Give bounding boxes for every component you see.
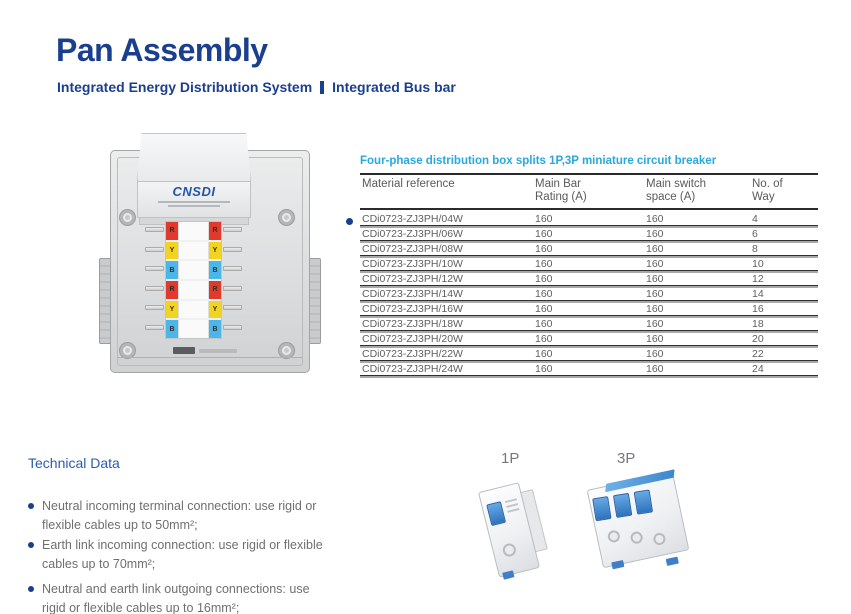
- screw-hole: [120, 343, 135, 358]
- terminal-prong: [145, 247, 164, 252]
- bullet-dot: [28, 542, 34, 548]
- table-cell: 160: [535, 364, 553, 375]
- subtitle-divider: [320, 81, 324, 94]
- breaker-3p-label: 3P: [617, 450, 636, 467]
- breaker-3p-body-group: [587, 472, 690, 569]
- breaker-1p-label: 1P: [501, 450, 520, 467]
- table-row: [360, 334, 818, 346]
- column-header-line: Main Bar: [535, 178, 582, 190]
- table-cell: 8: [752, 244, 758, 255]
- table-row: [360, 229, 818, 241]
- cover-fine-print: [168, 205, 220, 207]
- table-body: [360, 214, 818, 376]
- breaker-toggle: [592, 496, 611, 521]
- terminal-prong: [223, 325, 242, 330]
- terminal-prong: [223, 247, 242, 252]
- column-header: [644, 178, 750, 204]
- bullet-text: Neutral incoming terminal connection: use rigid or flexible cables up to 50mm²;: [42, 499, 317, 532]
- table-cell: 160: [646, 259, 664, 270]
- breaker-terminal-screw: [652, 532, 666, 546]
- table-cell: 160: [646, 229, 664, 240]
- busbar-row: [166, 281, 221, 301]
- terminal-prong: [145, 286, 164, 291]
- busbar-row: [166, 242, 221, 262]
- cover-front-face: [137, 181, 251, 218]
- page-title: Pan Assembly: [56, 32, 268, 68]
- table-row: [360, 214, 818, 226]
- table-row: [360, 349, 818, 361]
- breaker-terminal-screw: [607, 529, 621, 543]
- terminal-prong: [145, 305, 164, 310]
- table-cell: CDi0723-ZJ3PH/24W: [362, 364, 463, 375]
- spec-table: [360, 155, 818, 379]
- column-header-line: Way: [752, 191, 775, 203]
- column-header: [360, 178, 533, 204]
- phase-marker: B: [166, 261, 178, 279]
- table-cell: CDi0723-ZJ3PH/06W: [362, 229, 463, 240]
- phase-marker: R: [166, 222, 178, 240]
- phase-marker: B: [209, 261, 221, 279]
- incomer-cover: [137, 133, 251, 225]
- table-cell: CDi0723-ZJ3PH/20W: [362, 334, 463, 345]
- breaker-1p-photo: [478, 480, 548, 580]
- column-header-line: Material reference: [362, 178, 455, 190]
- breaker-label-lines: [505, 498, 517, 503]
- table-row: [360, 364, 818, 376]
- terminal-prong: [145, 325, 164, 330]
- technical-bullet: [28, 536, 328, 573]
- busbar-slot: [178, 320, 209, 338]
- table-cell: 160: [646, 214, 664, 225]
- table-header: [360, 173, 818, 210]
- terminal-prong: [223, 286, 242, 291]
- screw-hole: [279, 210, 294, 225]
- table-cell: 160: [535, 334, 553, 345]
- table-cell: CDi0723-ZJ3PH/04W: [362, 214, 463, 225]
- table-cell: 14: [752, 289, 764, 300]
- breaker-toggle: [486, 501, 506, 526]
- breaker-3p-photo: [588, 470, 698, 585]
- table-cell: 160: [535, 214, 553, 225]
- plate-marking: [173, 347, 237, 354]
- table-cell: 160: [646, 289, 664, 300]
- breaker-1p-body-group: [478, 482, 540, 578]
- breaker-din-clip: [611, 560, 624, 569]
- page-subtitle: [57, 79, 456, 95]
- product-photo: [95, 130, 325, 380]
- table-cell: 20: [752, 334, 764, 345]
- table-cell: CDi0723-ZJ3PH/18W: [362, 319, 463, 330]
- subtitle-right: Integrated Bus bar: [332, 79, 456, 95]
- table-row: [360, 319, 818, 331]
- table-cell: 160: [535, 289, 553, 300]
- technical-data-heading: Technical Data: [28, 455, 120, 471]
- phase-marker: R: [209, 281, 221, 299]
- column-header-line: No. of: [752, 178, 783, 190]
- phase-marker: B: [209, 320, 221, 338]
- brand-logo: CNSDI: [172, 184, 216, 199]
- phase-marker: Y: [166, 301, 178, 319]
- table-cell: 160: [646, 334, 664, 345]
- table-cell: CDi0723-ZJ3PH/22W: [362, 349, 463, 360]
- column-header-line: Rating (A): [535, 191, 587, 203]
- phase-marker: R: [209, 222, 221, 240]
- phase-marker: R: [166, 281, 178, 299]
- plate-model-mark: [199, 349, 237, 353]
- table-cell: 4: [752, 214, 758, 225]
- breaker-toggle: [634, 489, 653, 514]
- table-row: [360, 259, 818, 271]
- phase-marker: B: [166, 320, 178, 338]
- table-cell: 160: [535, 319, 553, 330]
- bullet-dot: [28, 586, 34, 592]
- busbar-strip: [165, 221, 222, 339]
- busbar-row: [166, 261, 221, 281]
- table-cell: CDi0723-ZJ3PH/10W: [362, 259, 463, 270]
- table-row: [360, 274, 818, 286]
- table-cell: 160: [535, 259, 553, 270]
- phase-marker: Y: [209, 301, 221, 319]
- table-cell: 160: [535, 244, 553, 255]
- busbar-slot: [178, 261, 209, 279]
- busbar-slot: [178, 222, 209, 240]
- breaker-toggle: [613, 493, 632, 518]
- table-cell: CDi0723-ZJ3PH/08W: [362, 244, 463, 255]
- bullet-text: Neutral and earth link outgoing connections: use rigid or flexible cables up to 16mm²;: [42, 582, 310, 614]
- table-cell: 10: [752, 259, 764, 270]
- technical-bullet: [28, 497, 328, 534]
- terminal-prong: [145, 227, 164, 232]
- terminal-prong: [145, 266, 164, 271]
- table-row: [360, 304, 818, 316]
- column-header: [750, 178, 818, 204]
- breaker-terminal-screw: [501, 542, 517, 558]
- plate-fold-line: [117, 357, 303, 358]
- busbar-row: [166, 301, 221, 321]
- busbar-slot: [178, 281, 209, 299]
- table-cell: 16: [752, 304, 764, 315]
- subtitle-left: Integrated Energy Distribution System: [57, 79, 313, 95]
- busbar-slot: [178, 242, 209, 260]
- table-cell: 22: [752, 349, 764, 360]
- plate-logo-mark: [173, 347, 195, 354]
- table-cell: 6: [752, 229, 758, 240]
- table-cell: 18: [752, 319, 764, 330]
- cover-top-face: [137, 133, 251, 181]
- technical-bullet: [28, 580, 328, 614]
- breaker-body: [587, 472, 690, 569]
- terminal-prong: [223, 305, 242, 310]
- technical-data: [28, 455, 348, 614]
- bullet-dot: [28, 503, 34, 509]
- table-cell: 160: [535, 304, 553, 315]
- table-cell: 160: [646, 304, 664, 315]
- table-cell: 160: [646, 319, 664, 330]
- table-cell: 160: [646, 274, 664, 285]
- breaker-din-clip: [502, 570, 514, 579]
- busbar-slot: [178, 301, 209, 319]
- breaker-top-stripe: [605, 469, 674, 492]
- table-cell: CDi0723-ZJ3PH/12W: [362, 274, 463, 285]
- breaker-din-clip: [666, 557, 679, 566]
- breaker-terminal-screw: [630, 531, 644, 545]
- table-cell: 160: [646, 364, 664, 375]
- bullet-text: Earth link incoming connection: use rigid or flexible cables up to 70mm²;: [42, 538, 323, 571]
- busbar-row: [166, 222, 221, 242]
- technical-bullets: [28, 497, 348, 614]
- column-header: [533, 178, 644, 204]
- table-cell: 160: [535, 349, 553, 360]
- table-cell: 160: [535, 274, 553, 285]
- screw-hole: [120, 210, 135, 225]
- table-cell: CDi0723-ZJ3PH/14W: [362, 289, 463, 300]
- table-row: [360, 289, 818, 301]
- breaker-toggle-group: [592, 489, 653, 521]
- table-cell: 24: [752, 364, 764, 375]
- table-row: [360, 244, 818, 256]
- row-bullet-marker: [346, 218, 353, 225]
- table-cell: 160: [535, 229, 553, 240]
- screw-hole: [279, 343, 294, 358]
- column-header-line: Main switch: [646, 178, 707, 190]
- phase-marker: Y: [209, 242, 221, 260]
- table-cell: 160: [646, 349, 664, 360]
- terminal-prong: [223, 227, 242, 232]
- table-caption: Four-phase distribution box splits 1P,3P miniature circuit breaker: [360, 155, 717, 167]
- table-cell: 160: [646, 244, 664, 255]
- cover-fine-print: [158, 201, 230, 203]
- phase-marker: Y: [166, 242, 178, 260]
- table-cell: CDi0723-ZJ3PH/16W: [362, 304, 463, 315]
- column-header-line: space (A): [646, 191, 696, 203]
- table-cell: 12: [752, 274, 764, 285]
- terminal-prong: [223, 266, 242, 271]
- busbar-row: [166, 320, 221, 338]
